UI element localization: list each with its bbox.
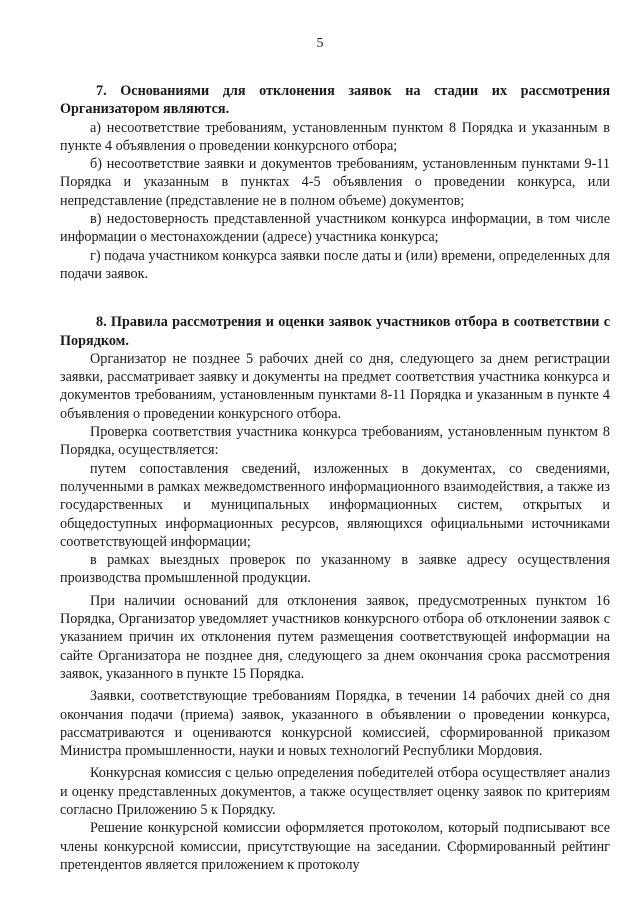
document-body [60, 82, 610, 874]
section-7-item-c: в) недостоверность представленной участником конкурса информации, в том числе информации о местонахождении (адресе) участника конкурса; [60, 211, 610, 246]
section-8-paragraph-8: Решение конкурсной комиссии оформляется протоколом, который подписывают все члены конкурсной комиссии, присутствующие на заседании. Сформированный рейтинг претендентов является приложением к протоколу [60, 820, 610, 873]
section-8-paragraph-4: в рамках выездных проверок по указанному в заявке адресу осуществления производства промышленной продукции. [60, 552, 610, 587]
section-8-paragraph-7: Конкурсная комиссия с целью определения победителей отбора осуществляет анализ и оценку представленных документов, а также осуществляет оценку заявок по критериям согласно Приложению 5 к Порядку. [60, 765, 610, 818]
section-8-paragraph-6: Заявки, соответствующие требованиям Порядка, в течении 14 рабочих дней со дня окончания подачи (приема) заявок, указанного в объявлении о проведении конкурса, рассматриваются и оцениваются конкурсной комиссией, сформированной приказом Министра промышленности, науки и новых технологий Республики Мордовия. [60, 688, 610, 760]
section-7-item-b: б) несоответствие заявки и документов требованиям, установленным пунктами 9-11 Порядка и указанным в пунктах 4-5 объявления о проведении конкурса, или непредставление (представление не в полном объеме) документов; [60, 156, 610, 209]
section-7-item-a: а) несоответствие требованиям, установленным пунктом 8 Порядка и указанным в пункте 4 объявления о проведении конкурсного отбора; [60, 119, 610, 154]
section-spacer [60, 283, 610, 313]
section-7-item-d: г) подача участником конкурса заявки после даты и (или) времени, определенных для подачи заявок. [60, 247, 610, 282]
section-8-paragraph-3: путем сопоставления сведений, изложенных в документах, со сведениями, полученными в рамках межведомственного информационного взаимодействия, а также из государственных и муниципальных информационных систем, открытых и общедоступных информационных ресурсов, являющихся официальными источниками соответствующей информации; [60, 460, 610, 550]
section-7-heading: 7. Основаниями для отклонения заявок на стадии их рассмотрения Организатором являются. [60, 83, 610, 118]
section-8-paragraph-5: При наличии оснований для отклонения заявок, предусмотренных пунктом 16 Порядка, Организатор уведомляет участников конкурсного отбора об отклонении заявок с указанием причин их отклонения путем размещения соответствующей информации на сайте Организатора не позднее дня, следующего за днем окончания срока рассмотрения заявок, указанного в пункте 15 Порядка. [60, 592, 610, 682]
section-8-heading: 8. Правила рассмотрения и оценки заявок участников отбора в соответствии с Порядком. [60, 314, 610, 349]
section-8-paragraph-2: Проверка соответствия участника конкурса требованиям, установленным пунктом 8 Порядка, осуществляется: [60, 424, 610, 459]
page-number: 5 [316, 36, 324, 51]
section-8-paragraph-1: Организатор не позднее 5 рабочих дней со дня, следующего за днем регистрации заявки, рассматривает заявку и документы на предмет соответствия участника конкурса и документов требованиям, установленным пунктами 8-11 Порядка и указанным в пункте 4 объявления о проведении конкурсного отбора. [60, 350, 610, 422]
